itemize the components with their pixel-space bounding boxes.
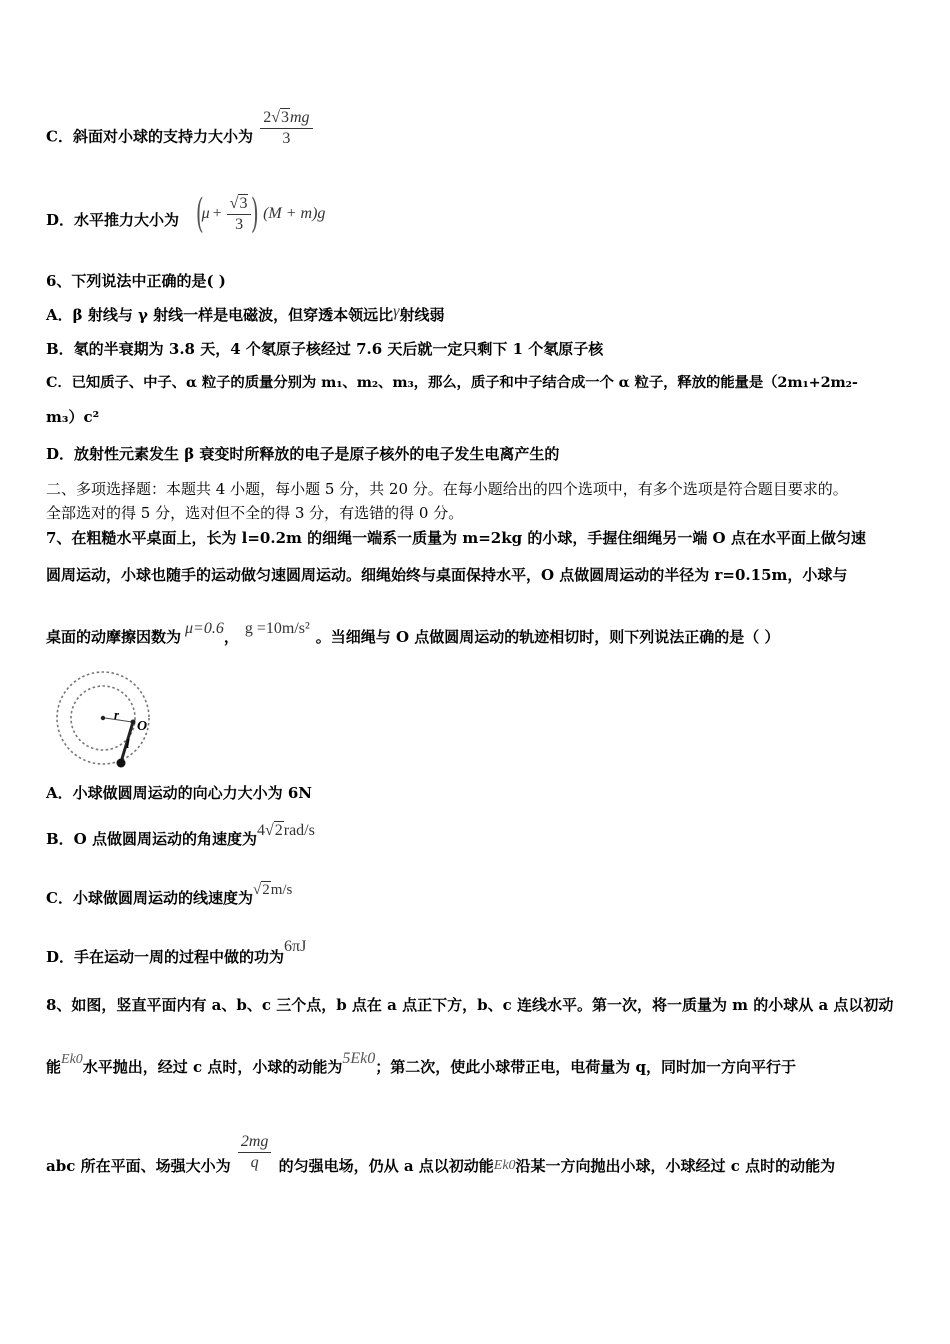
q7-option-d: D．手在运动一周的过程中做的功为6πJ	[46, 938, 307, 966]
push-force-formula: ( μ + $\frac{√3}{3}$ ) (M + m)g	[195, 191, 326, 237]
q5-option-c-text: C．斜面对小球的支持力大小为	[46, 127, 253, 146]
section2-line1: 二、多项选择题：本题共 4 小题，每小题 5 分，共 20 分。在每小题给出的四个选项中，有多个选项是符合题目要求的。	[46, 480, 848, 498]
q6-option-c-line2: m₃）c²	[46, 408, 100, 426]
q8-stem-line2: 能Ek0水平抛出，经过 c 点时，小球的动能为5Ek0；第二次，使此小球带正电，电荷量为 q，同时加一方向平行于	[46, 1050, 796, 1076]
q5-option-c	[46, 109, 315, 149]
q7-stem-line3: 桌面的动摩擦因数为 μ=0.6， g =10m/s² 。当细绳与 O 点做圆周运动的轨迹相切时，则下列说法正确的是（ ）	[46, 620, 780, 646]
field-strength-fraction: $\frac{2mg}{q}$	[238, 1132, 272, 1173]
label-l: l	[126, 736, 130, 751]
q8-stem-line1: 8、如图，竖直平面内有 a、b、c 三个点，b 点在 a 点正下方，b、c 连线水平。第一次，将一质量为 m 的小球从 a 点以初动	[46, 996, 894, 1014]
support-force-fraction: $\frac{2√3mg}{3}$	[260, 108, 312, 149]
q6-option-d: D．放射性元素发生 β 衰变时所释放的电子是原子核外的电子发生电离产生的	[46, 445, 560, 463]
q5-option-d-text: D．水平推力大小为	[46, 211, 180, 229]
q7-stem-line1: 7、在粗糙水平桌面上，长为 l=0.2m 的细绳一端系一质量为 m=2kg 的小球，手握住细绳另一端 O 点在水平面上做匀速	[46, 529, 866, 547]
q7-option-a: A．小球做圆周运动的向心力大小为 6N	[46, 784, 313, 802]
q7-option-b: B．O 点做圆周运动的角速度为4√2rad/s	[46, 822, 315, 848]
center-point	[101, 716, 105, 720]
q6-option-a: A．β 射线与 γ 射线一样是电磁波，但穿透本领远比γ射线弱	[46, 303, 445, 324]
q6-option-b: B．氡的半衰期为 3.8 天，4 个氡原子核经过 7.6 天后就一定只剩下 1 个氡原子核	[46, 340, 604, 358]
q7-option-c: C．小球做圆周运动的线速度为√2m/s	[46, 882, 293, 907]
q7-circle-diagram	[50, 668, 160, 772]
q6-stem: 6、下列说法中正确的是( )	[46, 272, 226, 290]
section2-line2: 全部选对的得 5 分，选对但不全的得 3 分，有选错的得 0 分。	[46, 504, 464, 522]
q6-option-c-line1: C．已知质子、中子、α 粒子的质量分别为 m₁、m₂、m₃，那么，质子和中子结合成一个 α 粒子，释放的能量是（2m₁+2m₂-	[46, 374, 858, 391]
label-r: r	[114, 707, 120, 722]
q8-stem-line3: abc 所在平面、场强大小为 $\frac{2mg}{q}$ 的匀强电场，仍从 a 点以初动能Ek0沿某一方向抛出小球，小球经过 c 点时的动能为	[46, 1132, 836, 1175]
ball	[117, 759, 126, 768]
q7-stem-line2: 圆周运动，小球也随手的运动做匀速圆周运动。细绳始终与桌面保持水平，O 点做圆周运动的半径为 r=0.15m，小球与	[46, 566, 848, 584]
q5-option-d	[46, 210, 179, 230]
label-o: O	[137, 719, 148, 734]
